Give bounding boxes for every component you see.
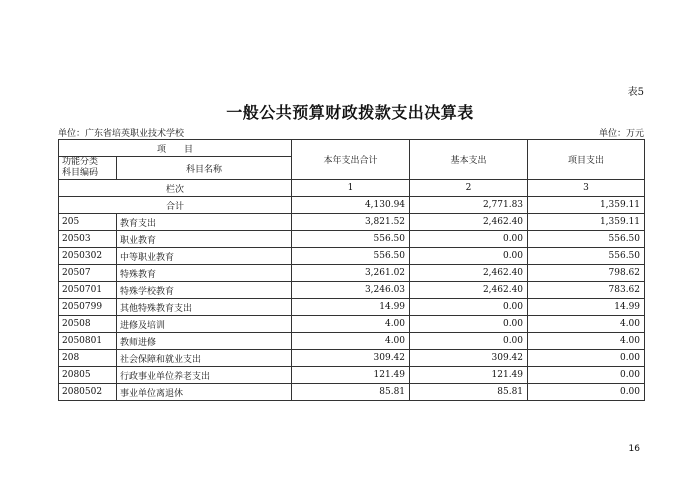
- page-number: 16: [628, 444, 640, 454]
- total-basic: 2,771.83: [410, 197, 528, 214]
- column-index-3: 3: [528, 180, 645, 197]
- table-row: [59, 248, 645, 265]
- row-total: 3,261.02: [292, 265, 410, 282]
- header-subject-name: 科目名称: [117, 157, 292, 180]
- row-basic: 0.00: [410, 248, 528, 265]
- row-total: 85.81: [292, 384, 410, 401]
- row-basic: 2,462.40: [410, 282, 528, 299]
- row-project: 798.62: [528, 265, 645, 282]
- row-name: 教师进修: [117, 333, 292, 350]
- row-total: 3,246.03: [292, 282, 410, 299]
- page-title: 一般公共预算财政拨款支出决算表: [226, 103, 474, 122]
- table-row: [59, 384, 645, 401]
- table-number: 表5: [627, 87, 644, 98]
- row-code: 2050701: [59, 282, 117, 299]
- header-row-1: [59, 140, 645, 157]
- column-index-1: 1: [292, 180, 410, 197]
- row-basic: 0.00: [410, 333, 528, 350]
- row-basic: 309.42: [410, 350, 528, 367]
- row-basic: 2,462.40: [410, 265, 528, 282]
- row-project: 4.00: [528, 333, 645, 350]
- row-code: 208: [59, 350, 117, 367]
- row-project: 1,359.11: [528, 214, 645, 231]
- header-func-code: 功能分类 科目编码: [59, 157, 117, 180]
- header-total: 本年支出合计: [292, 140, 410, 180]
- row-total: 4.00: [292, 333, 410, 350]
- row-basic: 0.00: [410, 316, 528, 333]
- header-basic: 基本支出: [410, 140, 528, 180]
- table-row: [59, 350, 645, 367]
- row-code: 20805: [59, 367, 117, 384]
- table-row: [59, 231, 645, 248]
- row-basic: 0.00: [410, 231, 528, 248]
- row-code: 20503: [59, 231, 117, 248]
- row-project: 556.50: [528, 248, 645, 265]
- row-total: 4.00: [292, 316, 410, 333]
- total-project: 1,359.11: [528, 197, 645, 214]
- row-total: 556.50: [292, 231, 410, 248]
- row-code: 2050302: [59, 248, 117, 265]
- row-project: 14.99: [528, 299, 645, 316]
- row-total: 309.42: [292, 350, 410, 367]
- unit-currency: 单位：万元: [598, 129, 644, 139]
- row-project: 0.00: [528, 350, 645, 367]
- row-total: 3,821.52: [292, 214, 410, 231]
- header-item: 项 目: [59, 140, 292, 157]
- row-project: 0.00: [528, 367, 645, 384]
- row-code: 2050801: [59, 333, 117, 350]
- column-index-2: 2: [410, 180, 528, 197]
- row-name: 职业教育: [117, 231, 292, 248]
- table-row: [59, 316, 645, 333]
- row-project: 0.00: [528, 384, 645, 401]
- row-project: 4.00: [528, 316, 645, 333]
- row-name: 教育支出: [117, 214, 292, 231]
- table-row: [59, 282, 645, 299]
- row-project: 556.50: [528, 231, 645, 248]
- row-name: 中等职业教育: [117, 248, 292, 265]
- expenditure-table: [58, 139, 645, 401]
- row-name: 社会保障和就业支出: [117, 350, 292, 367]
- row-code: 2050799: [59, 299, 117, 316]
- row-code: 20508: [59, 316, 117, 333]
- row-project: 783.62: [528, 282, 645, 299]
- table-row: [59, 299, 645, 316]
- unit-organization: 单位：广东省培英职业技术学校: [58, 129, 185, 139]
- table-row: [59, 265, 645, 282]
- row-total: 121.49: [292, 367, 410, 384]
- row-name: 特殊教育: [117, 265, 292, 282]
- total-total: 4,130.94: [292, 197, 410, 214]
- column-index-label: 栏次: [59, 180, 292, 197]
- row-basic: 2,462.40: [410, 214, 528, 231]
- table-row: [59, 333, 645, 350]
- row-total: 556.50: [292, 248, 410, 265]
- row-name: 事业单位离退休: [117, 384, 292, 401]
- column-index-row: [59, 180, 645, 197]
- row-name: 行政事业单位养老支出: [117, 367, 292, 384]
- table-body: [59, 214, 645, 401]
- total-row: [59, 197, 645, 214]
- table-row: [59, 367, 645, 384]
- total-label: 合计: [59, 197, 292, 214]
- row-code: 205: [59, 214, 117, 231]
- row-basic: 85.81: [410, 384, 528, 401]
- row-name: 其他特殊教育支出: [117, 299, 292, 316]
- row-code: 20507: [59, 265, 117, 282]
- row-name: 特殊学校教育: [117, 282, 292, 299]
- row-code: 2080502: [59, 384, 117, 401]
- table-row: [59, 214, 645, 231]
- row-name: 进修及培训: [117, 316, 292, 333]
- row-total: 14.99: [292, 299, 410, 316]
- header-project: 项目支出: [528, 140, 645, 180]
- row-basic: 121.49: [410, 367, 528, 384]
- row-basic: 0.00: [410, 299, 528, 316]
